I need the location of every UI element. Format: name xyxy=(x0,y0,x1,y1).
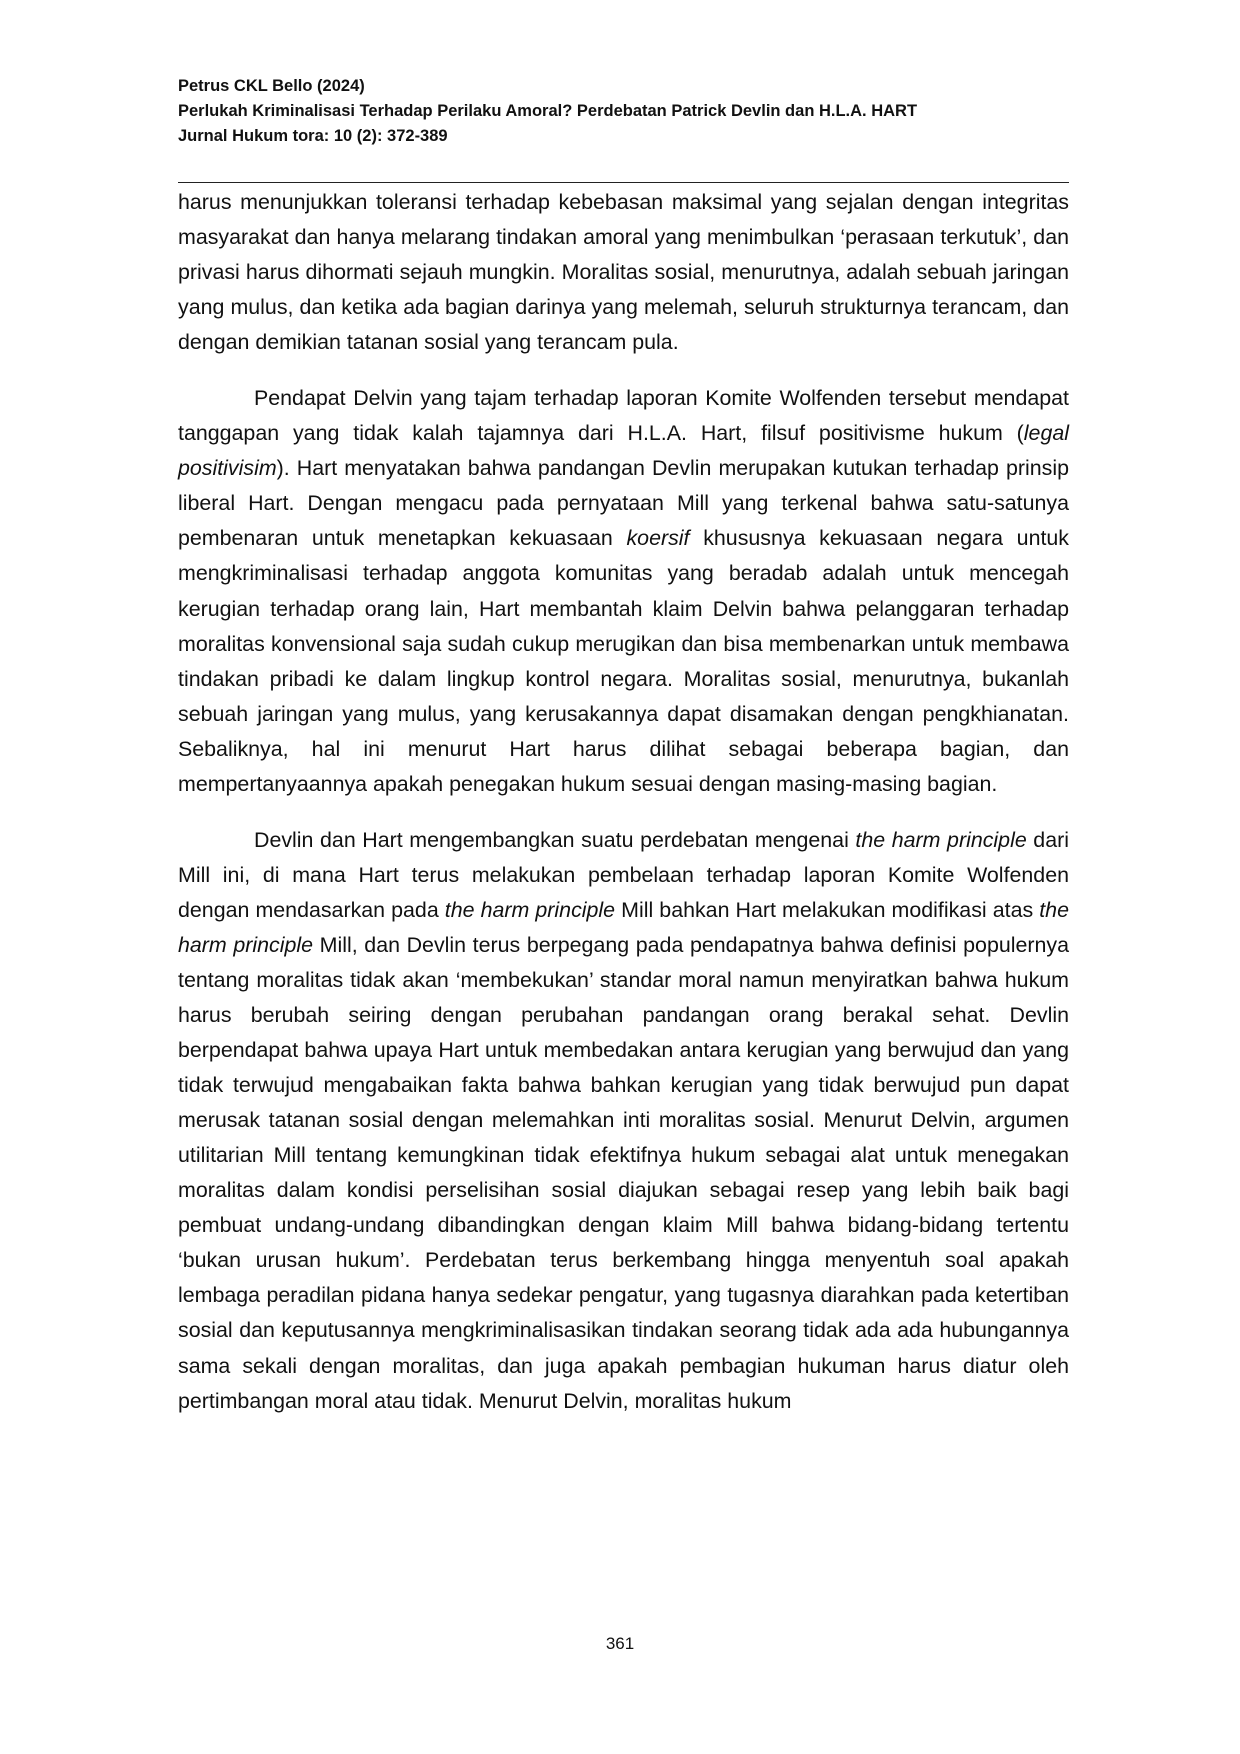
italic-term: the harm principle xyxy=(178,897,1069,957)
text-run: khususnya kekuasaan negara untuk mengkriminalisasi terhadap anggota komunitas yang beradab adalah untuk mencegah kerugian terhadap orang lain, Hart membantah klaim Delvin bahwa pelanggaran terhadap moralitas konvensional saja sudah cukup merugikan dan bisa membenarkan untuk membawa tindakan pribadi ke dalam lingkup kontrol negara. Moralitas sosial, menurutnya, bukanlah sebuah jaringan yang mulus, yang kerusakannya dapat disamakan dengan pengkhianatan. Sebaliknya, hal ini menurut Hart harus dilihat sebagai beberapa bagian, dan mempertanyaannya apakah penegakan hukum sesuai dengan masing-masing bagian. xyxy=(178,526,1069,796)
text-run: dari Mill ini, di mana Hart terus melakukan pembelaan terhadap laporan Komite Wolfenden dengan mendasarkan pada xyxy=(178,827,1069,922)
header-author: Petrus CKL Bello (2024) xyxy=(178,77,365,95)
header-journal: Jurnal Hukum tora: 10 (2): 372-389 xyxy=(178,127,448,145)
running-header xyxy=(178,74,1068,149)
header-divider xyxy=(178,182,1069,183)
paragraph xyxy=(178,185,1069,360)
text-run: Pendapat Delvin yang tajam terhadap laporan Komite Wolfenden tersebut mendapat tanggapan yang tidak kalah tajamnya dari H.L.A. Hart, filsuf positivisme hukum ( xyxy=(178,386,1069,446)
page-number: 361 xyxy=(605,1634,635,1653)
italic-term: koersif xyxy=(626,526,690,551)
italic-term: the harm principle xyxy=(855,827,1027,852)
paragraph xyxy=(178,381,1069,802)
text-run: Devlin dan Hart mengembangkan suatu perdebatan mengenai xyxy=(254,827,856,852)
header-article-title: Perlukah Kriminalisasi Terhadap Perilaku Amoral? Perdebatan Patrick Devlin dan H.L.A. HART xyxy=(178,102,918,120)
body-text xyxy=(178,185,1069,1419)
text-run: ). Hart menyatakan bahwa pandangan Devlin merupakan kutukan terhadap prinsip liberal Hart. Dengan mengacu pada pernyataan Mill yang terkenal bahwa satu-satunya pembenaran untuk menetapkan kekuasaan xyxy=(178,456,1069,551)
text-run: Mill, dan Devlin terus berpegang pada pendapatnya bahwa definisi populernya tentang moralitas tidak akan ‘membekukan’ standar moral namun menyiratkan bahwa hukum harus berubah seiring dengan perubahan pandangan orang berakal sehat. Devlin berpendapat bahwa upaya Hart untuk membedakan antara kerugian yang berwujud dan yang tidak terwujud mengabaikan fakta bahwa bahkan kerugian yang tidak berwujud pun dapat merusak tatanan sosial dengan melemahkan inti moralitas sosial. Menurut Delvin, argumen utilitarian Mill tentang kemungkinan tidak efektifnya hukum sebagai alat untuk menegakan moralitas dalam kondisi perselisihan sosial diajukan sebagai resep yang lebih baik bagi pembuat undang-undang dibandingkan dengan klaim Mill bahwa bidang-bidang tertentu ‘bukan urusan hukum’. Perdebatan terus berkembang hingga menyentuh soal apakah lembaga peradilan pidana hanya sedekar pengatur, yang tugasnya diarahkan pada ketertiban sosial dan keputusannya mengkriminalisasikan tindakan seorang tidak ada ada hubungannya sama sekali dengan moralitas, dan juga apakah pembagian hukuman harus diatur oleh pertimbangan moral atau tidak. Menurut Delvin, moralitas hukum xyxy=(178,932,1070,1413)
paragraph xyxy=(178,823,1069,1419)
italic-term: the harm principle xyxy=(444,897,616,922)
text-run: harus menunjukkan toleransi terhadap kebebasan maksimal yang sejalan dengan integritas masyarakat dan hanya melarang tindakan amoral yang menimbulkan ‘perasaan terkutuk’, dan privasi harus dihormati sejauh mungkin. Moralitas sosial, menurutnya, adalah sebuah jaringan yang mulus, dan ketika ada bagian darinya yang melemah, seluruh strukturnya terancam, dan dengan demikian tatanan sosial yang terancam pula. xyxy=(178,190,1069,355)
text-run: Mill bahkan Hart melakukan modifikasi atas xyxy=(615,897,1040,922)
italic-term: legal positivisim xyxy=(178,421,1069,481)
